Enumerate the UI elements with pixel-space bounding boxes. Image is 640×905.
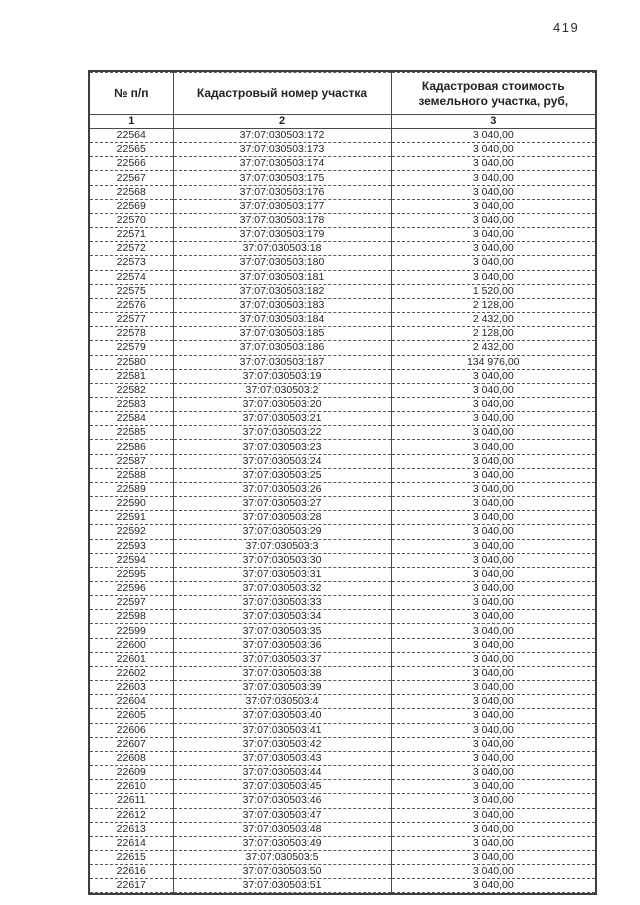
row-number-cell: 22585 xyxy=(90,426,173,440)
cadastral-number-cell: 37:07:030503:37 xyxy=(173,652,391,666)
row-number-cell: 22604 xyxy=(90,695,173,709)
row-number-cell: 22594 xyxy=(90,553,173,567)
header-cell-cadastral-value: Кадастровая стоимость земельного участка, руб, xyxy=(391,73,595,115)
row-number-cell: 22572 xyxy=(90,242,173,256)
cadastral-value-cell: 3 040,00 xyxy=(391,157,595,171)
row-number-cell: 22588 xyxy=(90,468,173,482)
cadastral-number-cell: 37:07:030503:180 xyxy=(173,256,391,270)
cadastral-value-cell: 3 040,00 xyxy=(391,709,595,723)
table-row xyxy=(90,737,595,751)
cadastral-number-cell: 37:07:030503:181 xyxy=(173,270,391,284)
row-number-cell: 22577 xyxy=(90,313,173,327)
cadastral-number-cell: 37:07:030503:48 xyxy=(173,822,391,836)
cadastral-number-cell: 37:07:030503:185 xyxy=(173,327,391,341)
row-number-cell: 22610 xyxy=(90,780,173,794)
cadastral-number-cell: 37:07:030503:177 xyxy=(173,199,391,213)
table-row xyxy=(90,199,595,213)
cadastral-number-cell: 37:07:030503:183 xyxy=(173,298,391,312)
cadastral-value-cell: 3 040,00 xyxy=(391,850,595,864)
table-row xyxy=(90,553,595,567)
cadastral-value-cell: 3 040,00 xyxy=(391,143,595,157)
page-number: 419 xyxy=(553,20,580,35)
cadastral-number-cell: 37:07:030503:186 xyxy=(173,341,391,355)
table-row xyxy=(90,284,595,298)
cadastral-value-cell: 3 040,00 xyxy=(391,567,595,581)
cadastral-number-cell: 37:07:030503:46 xyxy=(173,794,391,808)
row-number-cell: 22606 xyxy=(90,723,173,737)
cadastral-table-container xyxy=(88,70,597,895)
table-row xyxy=(90,454,595,468)
table-body xyxy=(90,129,595,893)
row-number-cell: 22580 xyxy=(90,355,173,369)
column-index-row xyxy=(90,115,595,129)
row-number-cell: 22587 xyxy=(90,454,173,468)
row-number-cell: 22615 xyxy=(90,850,173,864)
cadastral-number-cell: 37:07:030503:40 xyxy=(173,709,391,723)
cadastral-number-cell: 37:07:030503:187 xyxy=(173,355,391,369)
column-index-1: 1 xyxy=(90,115,173,129)
cadastral-value-cell: 3 040,00 xyxy=(391,582,595,596)
cadastral-number-cell: 37:07:030503:23 xyxy=(173,440,391,454)
row-number-cell: 22589 xyxy=(90,482,173,496)
table-row xyxy=(90,341,595,355)
cadastral-number-cell: 37:07:030503:25 xyxy=(173,468,391,482)
table-row xyxy=(90,865,595,879)
cadastral-number-cell: 37:07:030503:18 xyxy=(173,242,391,256)
row-number-cell: 22614 xyxy=(90,836,173,850)
cadastral-number-cell: 37:07:030503:44 xyxy=(173,766,391,780)
cadastral-number-cell: 37:07:030503:35 xyxy=(173,624,391,638)
table-row xyxy=(90,652,595,666)
table-row xyxy=(90,709,595,723)
cadastral-value-cell: 2 128,00 xyxy=(391,298,595,312)
table-row xyxy=(90,681,595,695)
row-number-cell: 22576 xyxy=(90,298,173,312)
row-number-cell: 22571 xyxy=(90,228,173,242)
row-number-cell: 22574 xyxy=(90,270,173,284)
cadastral-number-cell: 37:07:030503:179 xyxy=(173,228,391,242)
row-number-cell: 22597 xyxy=(90,596,173,610)
cadastral-number-cell: 37:07:030503:20 xyxy=(173,397,391,411)
row-number-cell: 22584 xyxy=(90,412,173,426)
cadastral-number-cell: 37:07:030503:41 xyxy=(173,723,391,737)
table-row xyxy=(90,780,595,794)
cadastral-number-cell: 37:07:030503:38 xyxy=(173,666,391,680)
row-number-cell: 22573 xyxy=(90,256,173,270)
cadastral-value-cell: 3 040,00 xyxy=(391,369,595,383)
cadastral-value-cell: 3 040,00 xyxy=(391,482,595,496)
row-number-cell: 22586 xyxy=(90,440,173,454)
cadastral-value-cell: 3 040,00 xyxy=(391,383,595,397)
table-row xyxy=(90,185,595,199)
row-number-cell: 22570 xyxy=(90,213,173,227)
row-number-cell: 22578 xyxy=(90,327,173,341)
cadastral-value-cell: 3 040,00 xyxy=(391,412,595,426)
row-number-cell: 22596 xyxy=(90,582,173,596)
row-number-cell: 22569 xyxy=(90,199,173,213)
cadastral-number-cell: 37:07:030503:3 xyxy=(173,539,391,553)
cadastral-number-cell: 37:07:030503:19 xyxy=(173,369,391,383)
cadastral-value-cell: 3 040,00 xyxy=(391,681,595,695)
row-number-cell: 22598 xyxy=(90,610,173,624)
row-number-cell: 22564 xyxy=(90,129,173,143)
row-number-cell: 22592 xyxy=(90,525,173,539)
cadastral-value-cell: 3 040,00 xyxy=(391,199,595,213)
cadastral-number-cell: 37:07:030503:49 xyxy=(173,836,391,850)
cadastral-value-cell: 3 040,00 xyxy=(391,440,595,454)
table-row xyxy=(90,426,595,440)
table-row xyxy=(90,369,595,383)
header-cell-cadastral-number: Кадастровый номер участка xyxy=(173,73,391,115)
cadastral-number-cell: 37:07:030503:28 xyxy=(173,511,391,525)
cadastral-number-cell: 37:07:030503:175 xyxy=(173,171,391,185)
cadastral-value-cell: 3 040,00 xyxy=(391,242,595,256)
column-index-3: 3 xyxy=(391,115,595,129)
table-row xyxy=(90,327,595,341)
row-number-cell: 22575 xyxy=(90,284,173,298)
row-number-cell: 22582 xyxy=(90,383,173,397)
cadastral-number-cell: 37:07:030503:31 xyxy=(173,567,391,581)
table-row xyxy=(90,850,595,864)
table-row xyxy=(90,596,595,610)
cadastral-number-cell: 37:07:030503:42 xyxy=(173,737,391,751)
cadastral-value-cell: 3 040,00 xyxy=(391,737,595,751)
row-number-cell: 22593 xyxy=(90,539,173,553)
cadastral-value-cell: 3 040,00 xyxy=(391,454,595,468)
row-number-cell: 22595 xyxy=(90,567,173,581)
row-number-cell: 22612 xyxy=(90,808,173,822)
table-row xyxy=(90,157,595,171)
cadastral-value-cell: 3 040,00 xyxy=(391,666,595,680)
table-row xyxy=(90,879,595,893)
cadastral-value-cell: 3 040,00 xyxy=(391,525,595,539)
table-row xyxy=(90,213,595,227)
cadastral-value-cell: 3 040,00 xyxy=(391,624,595,638)
row-number-cell: 22607 xyxy=(90,737,173,751)
table-row xyxy=(90,582,595,596)
table-row xyxy=(90,808,595,822)
cadastral-number-cell: 37:07:030503:2 xyxy=(173,383,391,397)
table-row xyxy=(90,313,595,327)
table-row xyxy=(90,482,595,496)
table-row xyxy=(90,440,595,454)
table-row xyxy=(90,695,595,709)
row-number-cell: 22567 xyxy=(90,171,173,185)
cadastral-value-cell: 3 040,00 xyxy=(391,652,595,666)
cadastral-value-cell: 3 040,00 xyxy=(391,426,595,440)
cadastral-value-cell: 3 040,00 xyxy=(391,270,595,284)
column-index-2: 2 xyxy=(173,115,391,129)
row-number-cell: 22603 xyxy=(90,681,173,695)
header-cell-row-number: № п/п xyxy=(90,73,173,115)
row-number-cell: 22566 xyxy=(90,157,173,171)
row-number-cell: 22579 xyxy=(90,341,173,355)
row-number-cell: 22602 xyxy=(90,666,173,680)
cadastral-value-cell: 3 040,00 xyxy=(391,638,595,652)
cadastral-table xyxy=(90,72,595,893)
cadastral-value-cell: 3 040,00 xyxy=(391,497,595,511)
table-row xyxy=(90,567,595,581)
cadastral-value-cell: 3 040,00 xyxy=(391,822,595,836)
cadastral-value-cell: 3 040,00 xyxy=(391,596,595,610)
table-row xyxy=(90,129,595,143)
row-number-cell: 22565 xyxy=(90,143,173,157)
table-row xyxy=(90,666,595,680)
row-number-cell: 22608 xyxy=(90,751,173,765)
cadastral-value-cell: 3 040,00 xyxy=(391,780,595,794)
cadastral-value-cell: 3 040,00 xyxy=(391,468,595,482)
cadastral-value-cell: 2 432,00 xyxy=(391,313,595,327)
row-number-cell: 22590 xyxy=(90,497,173,511)
table-row xyxy=(90,397,595,411)
row-number-cell: 22613 xyxy=(90,822,173,836)
table-row xyxy=(90,497,595,511)
table-row xyxy=(90,511,595,525)
cadastral-value-cell: 3 040,00 xyxy=(391,610,595,624)
cadastral-number-cell: 37:07:030503:45 xyxy=(173,780,391,794)
table-row xyxy=(90,270,595,284)
row-number-cell: 22611 xyxy=(90,794,173,808)
table-row xyxy=(90,412,595,426)
cadastral-value-cell: 3 040,00 xyxy=(391,256,595,270)
table-row xyxy=(90,525,595,539)
table-row xyxy=(90,751,595,765)
cadastral-number-cell: 37:07:030503:174 xyxy=(173,157,391,171)
cadastral-number-cell: 37:07:030503:26 xyxy=(173,482,391,496)
table-row xyxy=(90,624,595,638)
row-number-cell: 22568 xyxy=(90,185,173,199)
cadastral-value-cell: 3 040,00 xyxy=(391,397,595,411)
row-number-cell: 22583 xyxy=(90,397,173,411)
table-row xyxy=(90,610,595,624)
table-row xyxy=(90,723,595,737)
row-number-cell: 22605 xyxy=(90,709,173,723)
cadastral-number-cell: 37:07:030503:39 xyxy=(173,681,391,695)
row-number-cell: 22600 xyxy=(90,638,173,652)
cadastral-value-cell: 3 040,00 xyxy=(391,879,595,893)
cadastral-value-cell: 3 040,00 xyxy=(391,808,595,822)
cadastral-number-cell: 37:07:030503:22 xyxy=(173,426,391,440)
cadastral-number-cell: 37:07:030503:21 xyxy=(173,412,391,426)
cadastral-number-cell: 37:07:030503:27 xyxy=(173,497,391,511)
row-number-cell: 22609 xyxy=(90,766,173,780)
cadastral-value-cell: 3 040,00 xyxy=(391,836,595,850)
row-number-cell: 22617 xyxy=(90,879,173,893)
cadastral-value-cell: 134 976,00 xyxy=(391,355,595,369)
cadastral-number-cell: 37:07:030503:32 xyxy=(173,582,391,596)
cadastral-value-cell: 3 040,00 xyxy=(391,228,595,242)
cadastral-number-cell: 37:07:030503:43 xyxy=(173,751,391,765)
cadastral-number-cell: 37:07:030503:173 xyxy=(173,143,391,157)
cadastral-value-cell: 3 040,00 xyxy=(391,185,595,199)
table-row xyxy=(90,355,595,369)
cadastral-number-cell: 37:07:030503:184 xyxy=(173,313,391,327)
cadastral-value-cell: 1 520,00 xyxy=(391,284,595,298)
table-row xyxy=(90,794,595,808)
cadastral-number-cell: 37:07:030503:50 xyxy=(173,865,391,879)
cadastral-value-cell: 3 040,00 xyxy=(391,766,595,780)
cadastral-number-cell: 37:07:030503:178 xyxy=(173,213,391,227)
cadastral-value-cell: 2 432,00 xyxy=(391,341,595,355)
table-row xyxy=(90,638,595,652)
row-number-cell: 22591 xyxy=(90,511,173,525)
cadastral-number-cell: 37:07:030503:4 xyxy=(173,695,391,709)
table-row xyxy=(90,228,595,242)
table-row xyxy=(90,836,595,850)
cadastral-value-cell: 3 040,00 xyxy=(391,553,595,567)
cadastral-number-cell: 37:07:030503:29 xyxy=(173,525,391,539)
cadastral-number-cell: 37:07:030503:172 xyxy=(173,129,391,143)
table-row xyxy=(90,242,595,256)
table-row xyxy=(90,539,595,553)
cadastral-number-cell: 37:07:030503:5 xyxy=(173,850,391,864)
cadastral-number-cell: 37:07:030503:24 xyxy=(173,454,391,468)
cadastral-value-cell: 3 040,00 xyxy=(391,539,595,553)
table-row xyxy=(90,256,595,270)
cadastral-value-cell: 3 040,00 xyxy=(391,865,595,879)
cadastral-number-cell: 37:07:030503:182 xyxy=(173,284,391,298)
cadastral-number-cell: 37:07:030503:176 xyxy=(173,185,391,199)
row-number-cell: 22616 xyxy=(90,865,173,879)
cadastral-value-cell: 3 040,00 xyxy=(391,511,595,525)
table-row xyxy=(90,383,595,397)
row-number-cell: 22581 xyxy=(90,369,173,383)
cadastral-value-cell: 3 040,00 xyxy=(391,213,595,227)
cadastral-value-cell: 3 040,00 xyxy=(391,695,595,709)
cadastral-value-cell: 3 040,00 xyxy=(391,723,595,737)
table-row xyxy=(90,468,595,482)
row-number-cell: 22599 xyxy=(90,624,173,638)
cadastral-value-cell: 2 128,00 xyxy=(391,327,595,341)
cadastral-value-cell: 3 040,00 xyxy=(391,794,595,808)
cadastral-value-cell: 3 040,00 xyxy=(391,171,595,185)
cadastral-number-cell: 37:07:030503:33 xyxy=(173,596,391,610)
header-row xyxy=(90,73,595,115)
table-row xyxy=(90,143,595,157)
table-row xyxy=(90,766,595,780)
table-row xyxy=(90,822,595,836)
cadastral-number-cell: 37:07:030503:47 xyxy=(173,808,391,822)
table-row xyxy=(90,298,595,312)
cadastral-value-cell: 3 040,00 xyxy=(391,751,595,765)
cadastral-value-cell: 3 040,00 xyxy=(391,129,595,143)
cadastral-number-cell: 37:07:030503:36 xyxy=(173,638,391,652)
cadastral-number-cell: 37:07:030503:51 xyxy=(173,879,391,893)
cadastral-number-cell: 37:07:030503:30 xyxy=(173,553,391,567)
row-number-cell: 22601 xyxy=(90,652,173,666)
table-row xyxy=(90,171,595,185)
cadastral-number-cell: 37:07:030503:34 xyxy=(173,610,391,624)
